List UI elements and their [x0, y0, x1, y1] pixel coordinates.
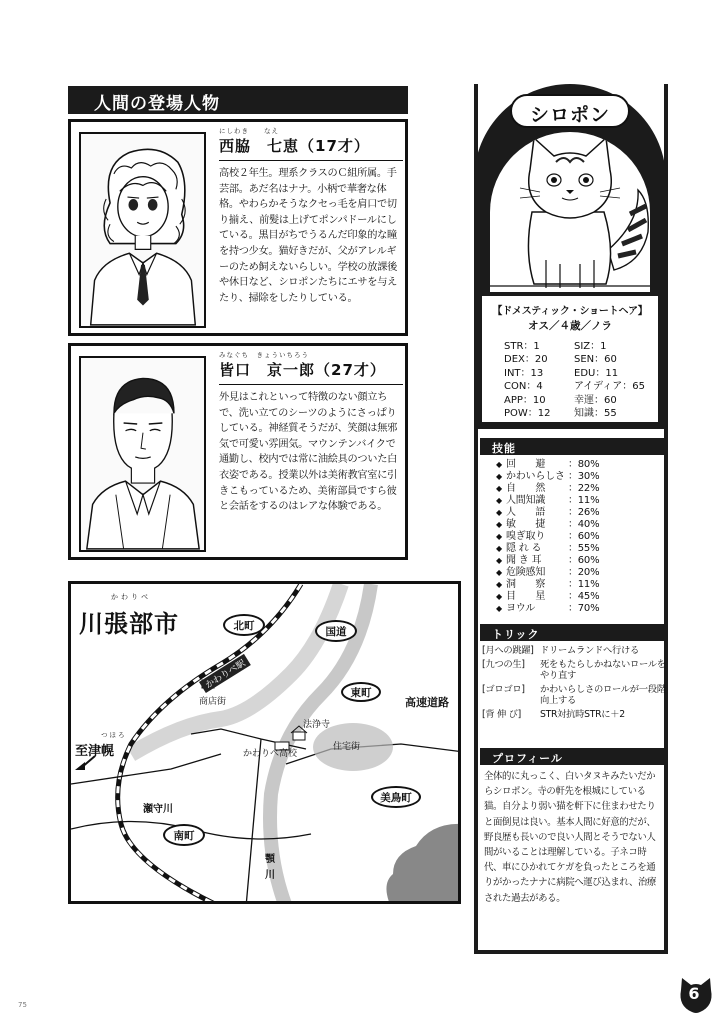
map-label-station: かわりべ駅: [199, 654, 251, 693]
stat-con: CON：4: [504, 381, 543, 393]
cat-sex-age: オス／４歳／ノラ: [528, 320, 612, 332]
name-divider: [219, 160, 403, 161]
map-label-highway: 高速道路: [405, 696, 449, 709]
city-furigana: かわりべ: [111, 593, 151, 601]
diamond-icon: ◆: [496, 460, 502, 469]
skills-list: [496, 459, 666, 615]
diamond-icon: ◆: [496, 556, 502, 565]
diamond-icon: ◆: [496, 544, 502, 553]
character-name: 皆口 京一郎（27才）: [219, 361, 386, 379]
stat-pow: POW：12: [504, 407, 551, 419]
character-description: 高校２年生。理系クラスのＣ組所属。手芸部。あだ名はナナ。小柄で華奢な体格。やわらかそうなクセっ毛を肩口で切り揃え、前髪は上げてポンパドールにしている。黒目がちでうるんだ印象的な瞳を持つ少女。猫好きだが、父がアレルギーのため飼えないらしい。学校の放課後や休日など、シロポンたちにエサを与えたり、掃除をしたりしている。: [219, 168, 397, 304]
stat-int: INT：13: [504, 367, 544, 379]
trick-item: [月への跳躍] ドリームランドへ行ける: [482, 645, 639, 656]
skill-row: ◆ 洞 察 ：11%: [496, 579, 600, 590]
diamond-icon: ◆: [496, 580, 502, 589]
stat-row: [504, 340, 658, 353]
stat-row: [504, 353, 658, 366]
stat-siz: SIZ：1: [574, 341, 607, 352]
trick-item: [九つの生] 死をもたらしかねないロールをやり直す: [482, 659, 666, 681]
stat-luck: 幸運：60: [574, 394, 617, 406]
skills-header: 技能: [480, 438, 665, 455]
map-label-north-town: 北町: [223, 614, 265, 636]
portrait-nanae: [79, 132, 206, 328]
page-folio: 75: [18, 1001, 27, 1009]
skill-row: ◆ 人 語 ：26%: [496, 507, 600, 518]
skill-row: ◆ 敏 捷 ：40%: [496, 519, 600, 530]
sheet-frame-bottom: [474, 950, 668, 954]
section-title: 人間の登場人物: [68, 86, 408, 114]
map-label-school: かわりべ高校: [243, 749, 298, 759]
stat-row: [504, 367, 658, 380]
city-name: 川張部市: [79, 610, 179, 638]
skill-row: ◆ 隠 れ る ：55%: [496, 543, 600, 554]
name-divider: [219, 384, 403, 385]
map-label-east-town: 東町: [341, 682, 381, 702]
skill-row: ◆ かわいらしさ ：30%: [496, 471, 600, 482]
girl-portrait-illustration: [81, 134, 204, 326]
portrait-kyoichiro: [79, 356, 206, 552]
stat-row: [504, 407, 658, 420]
map-label-sapporo-furigana: つほろ: [101, 731, 127, 739]
tricks-header: トリック: [480, 624, 665, 641]
stat-idea: アイディア：65: [574, 381, 646, 393]
diamond-icon: ◆: [496, 472, 502, 481]
trick-item: [ゴロゴロ] かわいらしさのロールが一段階向上する: [482, 684, 666, 706]
map-label-temple: 法浄寺: [303, 720, 331, 730]
character-card-nanae: [68, 119, 408, 336]
cat-illustration-frame: [490, 132, 650, 292]
page-number: 6: [688, 984, 700, 1003]
diamond-icon: ◆: [496, 568, 502, 577]
stat-knowledge: 知識：55: [574, 407, 617, 419]
character-furigana: みなぐち きょういちろう: [219, 351, 309, 359]
man-portrait-illustration: [81, 358, 204, 550]
cat-illustration: [490, 132, 650, 292]
skill-row: ◆ 自 然 ：22%: [496, 483, 600, 494]
skill-row: ◆ ヨウル ：70%: [496, 603, 600, 614]
map-label-sapporo: 至津幌: [75, 744, 115, 759]
map-label-river-ken-2: 川: [265, 870, 275, 881]
skill-row: ◆ 聞 き 耳 ：60%: [496, 555, 600, 566]
character-card-kyoichiro: [68, 343, 408, 560]
stat-row: [504, 380, 658, 393]
diamond-icon: ◆: [496, 508, 502, 517]
cat-breed: 【ドメスティック・ショートヘア】: [492, 306, 648, 317]
cat-stat-block: [482, 296, 658, 422]
map-label-residential: 住宅街: [333, 742, 361, 752]
map-label-south-town: 南町: [163, 824, 205, 846]
diamond-icon: ◆: [496, 496, 502, 505]
stat-sen: SEN：60: [574, 354, 617, 366]
map-label-national-road: 国道: [315, 620, 357, 642]
diamond-icon: ◆: [496, 520, 502, 529]
profile-header: プロフィール: [480, 748, 665, 765]
diamond-icon: ◆: [496, 604, 502, 613]
stat-edu: EDU：11: [574, 367, 619, 379]
character-description: 外見はこれといって特徴のない顔立ちで、洗い立てのシーツのようにさっぱりしている。神経質そうだが、笑顔は無邪気で可愛い雰囲気。マウンテンバイクで通勤し、校内では常に油絵具のついた白衣姿である。授業以外は美術教官室に引きこもっているため、美術部員ですら彼と会話をするのはレアな体験である。: [219, 392, 397, 513]
map-label-bird-town: 美鳥町: [371, 786, 421, 808]
diamond-icon: ◆: [496, 592, 502, 601]
stat-row: [504, 394, 658, 407]
map-label-river-ken-1: 顎: [265, 854, 275, 865]
trick-item: [背 伸 び] STR対抗時STRに＋2: [482, 709, 625, 720]
map-label-shopping-street: 商店街: [199, 697, 227, 707]
diamond-icon: ◆: [496, 484, 502, 493]
character-name: 西脇 七恵（17才）: [219, 137, 370, 155]
stat-dex: DEX：20: [504, 354, 548, 366]
skill-row: ◆ 目 星 ：45%: [496, 591, 600, 602]
skill-row: ◆ 回 避 ：80%: [496, 459, 600, 470]
skill-row: ◆ 危険感知 ：20%: [496, 567, 600, 578]
cat-name: シロポン: [510, 94, 630, 128]
character-furigana: にしわき なえ: [219, 127, 279, 135]
profile-text: 全体的に丸っこく、白いタヌキみたいだからシロポン。寺の軒先を根城にしている猫。自分より弱い猫を軒下に住まわせたりと面倒見は良い。基本人間に好意的だが、野良歴も長いので良い人間とそうでない人間がいることは理解している。子ネコ時代、車にひかれてケガを負ったところを通りがかったナナに病院へ運び込まれ、治療された過去がある。: [484, 771, 657, 904]
diamond-icon: ◆: [496, 532, 502, 541]
stat-app: APP：10: [504, 394, 546, 406]
map-label-river-seto: 瀬守川: [143, 804, 173, 815]
town-map: [68, 581, 461, 904]
skill-row: ◆ 嗅ぎ取り ：60%: [496, 531, 600, 542]
cat-stats: [504, 340, 658, 420]
stat-str: STR：1: [504, 341, 540, 352]
skill-row: ◆ 人間知識 ：11%: [496, 495, 600, 506]
tricks-list: [482, 645, 667, 723]
